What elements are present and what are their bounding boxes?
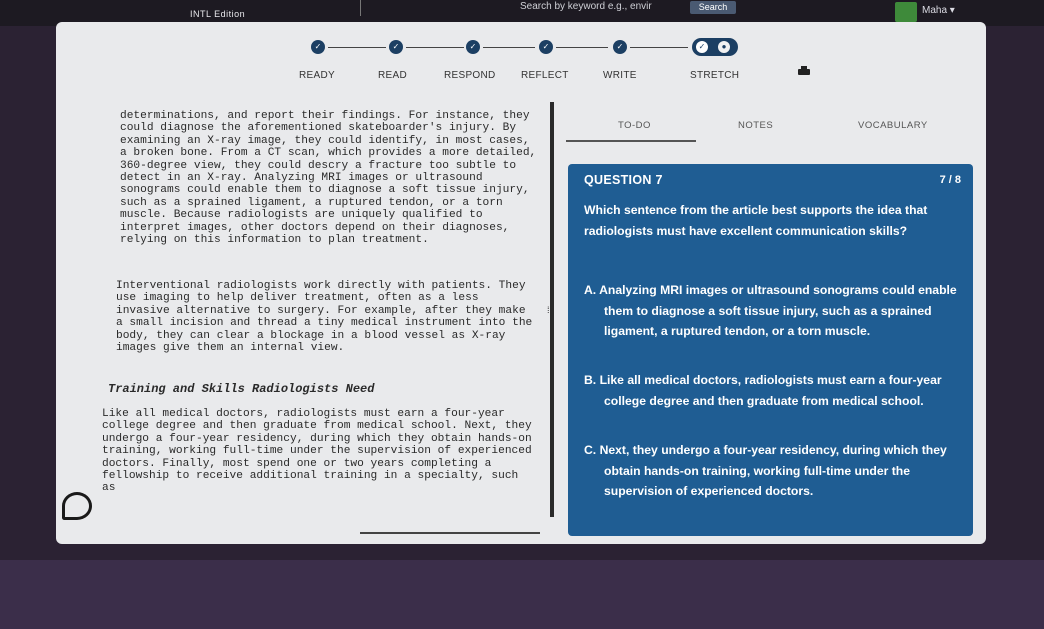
panel-tabs <box>566 114 986 142</box>
circle-icon: ● <box>718 41 730 53</box>
answer-option-b[interactable] <box>584 370 964 411</box>
tab-divider <box>360 0 361 16</box>
drag-handle-icon[interactable]: ⁞ <box>547 305 550 315</box>
app-screen <box>56 22 986 544</box>
search-input[interactable]: Search by keyword e.g., envir <box>520 1 652 12</box>
print-icon[interactable] <box>798 66 810 76</box>
step-respond-check-icon[interactable]: ✓ <box>466 40 480 54</box>
step-connector <box>328 47 386 48</box>
user-name: Maha <box>922 5 948 16</box>
step-read-check-icon[interactable]: ✓ <box>389 40 403 54</box>
home-indicator <box>360 532 540 534</box>
article-paragraph: Like all medical doctors, radiologists must earn a four-year college degree and then graduate from medical school. Next, they undergo a four-year residency, during which they obtain hands-on training, working full-time under the supervision of experienced doctors. Finally, most spend one or two years completing a fellowship to receive additional training in a specialty, such as <box>102 408 532 495</box>
question-label: QUESTION 7 <box>584 173 663 187</box>
answer-option-c[interactable] <box>584 440 964 502</box>
step-label-ready[interactable]: READY <box>299 70 335 81</box>
article-paragraph: determinations, and report their findings. For instance, they could diagnose the aforementioned skateboarder's injury. By examining an X-ray image, they could identify, in most cases, a broken bone. From a CT scan, which provides a more detailed, 360-degree view, they could descry a fracture too subtle to detect in an X-ray. Analyzing MRI images or ultrasound sonograms could enable them to diagnose a soft tissue injury, such as a sprained ligament, a ruptured tendon, or a torn muscle. Because radiologists are uniquely qualified to interpret images, other doctors depend on their diagnoses, relying on this information to plan treatment. <box>120 110 537 247</box>
article-paragraph: Interventional radiologists work directly with patients. They use imaging to help deliver treatment, often as a less invasive alternative to surgery. For example, after they make a small incision and thread a tiny medical instrument into the body, they can clear a blockage in a blood vessel as X-ray images give them an internal view. <box>116 280 533 355</box>
question-counter: 7 / 8 <box>939 174 961 186</box>
step-label-read[interactable]: READ <box>378 70 407 81</box>
step-connector <box>483 47 535 48</box>
avatar[interactable] <box>895 2 917 22</box>
user-menu[interactable]: Maha ▾ <box>922 5 955 16</box>
step-connector <box>406 47 464 48</box>
step-label-stretch[interactable]: STRETCH <box>690 70 740 81</box>
tab-notes[interactable]: NOTES <box>738 120 774 131</box>
tab-vocabulary[interactable]: VOCABULARY <box>858 120 928 131</box>
edition-tab[interactable]: INTL Edition <box>190 9 246 19</box>
step-label-respond[interactable]: RESPOND <box>444 70 496 81</box>
article-pane <box>56 98 546 538</box>
search-button[interactable]: Search <box>690 1 736 14</box>
chat-help-icon[interactable] <box>62 492 92 520</box>
section-heading: Training and Skills Radiologists Need <box>108 382 375 396</box>
step-label-write[interactable]: WRITE <box>603 70 637 81</box>
answer-option-text: C. Next, they undergo a four-year residency, during which they obtain hands-on training, working full-time under the supervision of experienced doctors. <box>584 443 947 498</box>
check-icon: ✓ <box>696 41 708 53</box>
step-connector <box>630 47 688 48</box>
step-label-reflect[interactable]: REFLECT <box>521 70 569 81</box>
step-ready-check-icon[interactable]: ✓ <box>311 40 325 54</box>
step-write-check-icon[interactable]: ✓ <box>613 40 627 54</box>
tab-todo[interactable]: TO-DO <box>618 120 651 131</box>
answer-option-a[interactable] <box>584 280 964 342</box>
answer-option-text: A. Analyzing MRI images or ultrasound sonograms could enable them to diagnose a soft tissue injury, such as a sprained ligament, a ruptured tendon, or a torn muscle. <box>584 283 957 338</box>
step-reflect-check-icon[interactable]: ✓ <box>539 40 553 54</box>
device-frame <box>0 560 1044 629</box>
step-connector <box>556 47 608 48</box>
question-card <box>568 164 973 536</box>
progress-stepper <box>56 22 986 94</box>
answer-option-text: B. Like all medical doctors, radiologists must earn a four-year college degree and then graduate from medical school. <box>584 373 942 408</box>
active-tab-indicator <box>566 140 696 142</box>
question-text: Which sentence from the article best supports the idea that radiologists must have excellent communication skills? <box>584 203 928 238</box>
step-stretch-pill[interactable] <box>692 38 738 56</box>
